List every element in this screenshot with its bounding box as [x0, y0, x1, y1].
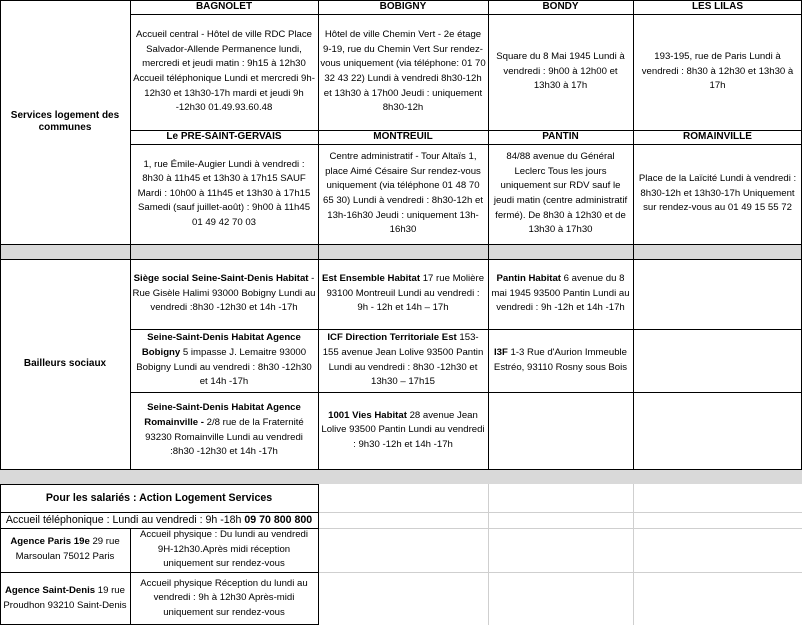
table-border [0, 469, 802, 470]
table-border [0, 244, 802, 245]
table-border [0, 0, 1, 469]
cell-bobigny: Hôtel de ville Chemin Vert - 2e étage 9-19, rue du Chemin Vert Sur rendez-vous uniquement (via téléphone: 01 70 32 43 22) Lundi à vendredi 8h30-12h et 13h30 à 17h00 Jeudi : uniquement 8h30-12h [320, 29, 486, 114]
agency-saint-denis-name: Agence Saint-Denis 19 rue Proudhon 93210 Saint-Denis [3, 584, 127, 611]
table-border [0, 259, 802, 260]
header-montreuil: MONTREUIL [373, 131, 433, 142]
table-border [0, 572, 319, 573]
table-border [130, 144, 802, 145]
cell-bagnolet: Accueil central - Hôtel de ville RDC Place Salvador-Allende Permanence lundi, mercredi et jeudi matin : 9h15 à 12h30 Accueil téléphonique Lundi et mercredi 9h-12h30 et 13h30-17h mardi et jeudi 9h -12h30 01.49.93.60.48 [133, 29, 315, 114]
table-border [0, 0, 802, 1]
cell-pantin: 84/88 avenue du Général Leclerc Tous les jours uniquement sur RDV sauf le jeudi matin (centre administratif fermé). De 8h30 à 12h30 et de 13h30 à 17h30 [493, 151, 628, 236]
header-pre-saint-gervais: Le PRE-SAINT-GERVAIS [166, 131, 282, 142]
cell-pre-saint-gervais: 1, rue Émile-Augier Lundi à vendredi : 8h30 à 11h45 et 13h30 à 17h15 SAUF Mardi : 10h00 à 11h45 et 13h30 à 17h15 Samedi (sauf juillet-août) : 9h00 à 11h45 01 49 42 70 03 [137, 158, 311, 228]
table-border [0, 528, 319, 529]
salaries-phone: Accueil téléphonique : Lundi au vendredi : 9h -18h 09 70 800 800 [5, 514, 313, 526]
gridline [488, 484, 489, 625]
agency-paris-name: Agence Paris 19e 29 rue Marsoulan 75012 Paris [10, 536, 120, 562]
gridline [318, 528, 802, 529]
table-border [0, 484, 319, 485]
table-border [318, 0, 319, 469]
table-border [130, 392, 802, 393]
bailleurs-label: Bailleurs sociaux [23, 358, 107, 369]
bailleur-i3f: I3F 1-3 Rue d'Aurion Immeuble Estréo, 93110 Rosny sous Bois [493, 346, 628, 373]
phone-number: 09 70 800 800 [244, 514, 313, 526]
cell-bondy: Square du 8 Mai 1945 Lundi à vendredi : 9h00 à 12h00 et 13h30 à 17h [496, 51, 625, 92]
table-border [0, 484, 1, 625]
cell-romainville: Place de la Laïcité Lundi à vendredi : 8h30-12h et 13h30-17h Uniquement sur rendez-vous au 01 49 15 55 72 [638, 173, 797, 214]
gridline [318, 572, 802, 573]
bailleur-ssdh-romainville: Seine-Saint-Denis Habitat Agence Romainville - 2/8 rue de la Fraternité 93230 Romainville Lundi au vendredi :8h30 -12h30 et 14h -17h [144, 402, 304, 458]
table-border [130, 14, 802, 15]
bailleur-pantin-habitat: Pantin Habitat 6 avenue du 8 mai 1945 93500 Pantin Lundi au vendredi : 9h -12h et 14h -17h [491, 273, 630, 314]
bailleur-1001-vies: 1001 Vies Habitat 28 avenue Jean Lolive 93500 Pantin Lundi au vendredi : 9h30 -12h et 14h -17h [321, 409, 485, 450]
separator-band [0, 244, 802, 259]
table-border [130, 0, 131, 469]
bailleur-ssdh-bobigny: Seine-Saint-Denis Habitat Agence Bobigny 5 impasse J. Lemaitre 93000 Bobigny Lundi au vendredi : 8h30 -12h30 et 14h -17h [136, 332, 312, 388]
gridline [633, 484, 634, 625]
table-border [130, 130, 802, 131]
table-border [633, 0, 634, 469]
table-border [318, 484, 319, 625]
cell-les-lilas: 193-195, rue de Paris Lundi à vendredi : 8h30 à 12h30 et 13h30 à 17h [641, 51, 794, 92]
header-pantin: PANTIN [542, 131, 579, 142]
header-romainville: ROMAINVILLE [683, 131, 752, 142]
separator-band [0, 469, 802, 484]
table-border [130, 329, 802, 330]
agency-paris-hours: Accueil physique : Du lundi au vendredi 9H-12h30.Après midi réception uniquement sur rendez-vous [140, 529, 308, 570]
header-bondy: BONDY [542, 1, 579, 12]
table-border [130, 528, 131, 625]
gridline [318, 512, 802, 513]
header-bobigny: BOBIGNY [379, 1, 427, 12]
cell-montreuil: Centre administratif - Tour Altaïs 1, place Aimé Césaire Sur rendez-vous uniquement (via téléphone 01 48 70 65 30) Lundi à vendredi : 8h30-12h et 13h-16h30 Jeudi : uniquement 13h-16h30 [322, 151, 484, 236]
bailleur-ssdh-siege: Siège social Seine-Saint-Denis Habitat - Rue Gisèle Halimi 93000 Bobigny Lundi au vendredi :8h30 -12h30 et 14h -17h [132, 273, 316, 314]
services-label: Services logement des communes [10, 110, 120, 133]
bailleur-est-ensemble: Est Ensemble Habitat 17 rue Molière 93100 Montreuil Lundi au vendredi : 9h - 12h et 14h – 17h [321, 273, 485, 314]
header-bagnolet: BAGNOLET [195, 1, 253, 12]
salaries-title: Pour les salariés : Action Logement Services [45, 492, 273, 504]
table-border [0, 512, 319, 513]
header-les-lilas: LES LILAS [691, 1, 744, 12]
bailleur-icf: ICF Direction Territoriale Est 153-155 avenue Jean Lolive 93500 Pantin Lundi au vendredi : 8h30 -12h30 et 13h30 – 17h15 [322, 332, 484, 388]
agency-saint-denis-hours: Accueil physique Réception du lundi au vendredi : 9h à 12h30 Après-midi uniquement sur rendez-vous [140, 577, 308, 618]
table-border [488, 0, 489, 469]
